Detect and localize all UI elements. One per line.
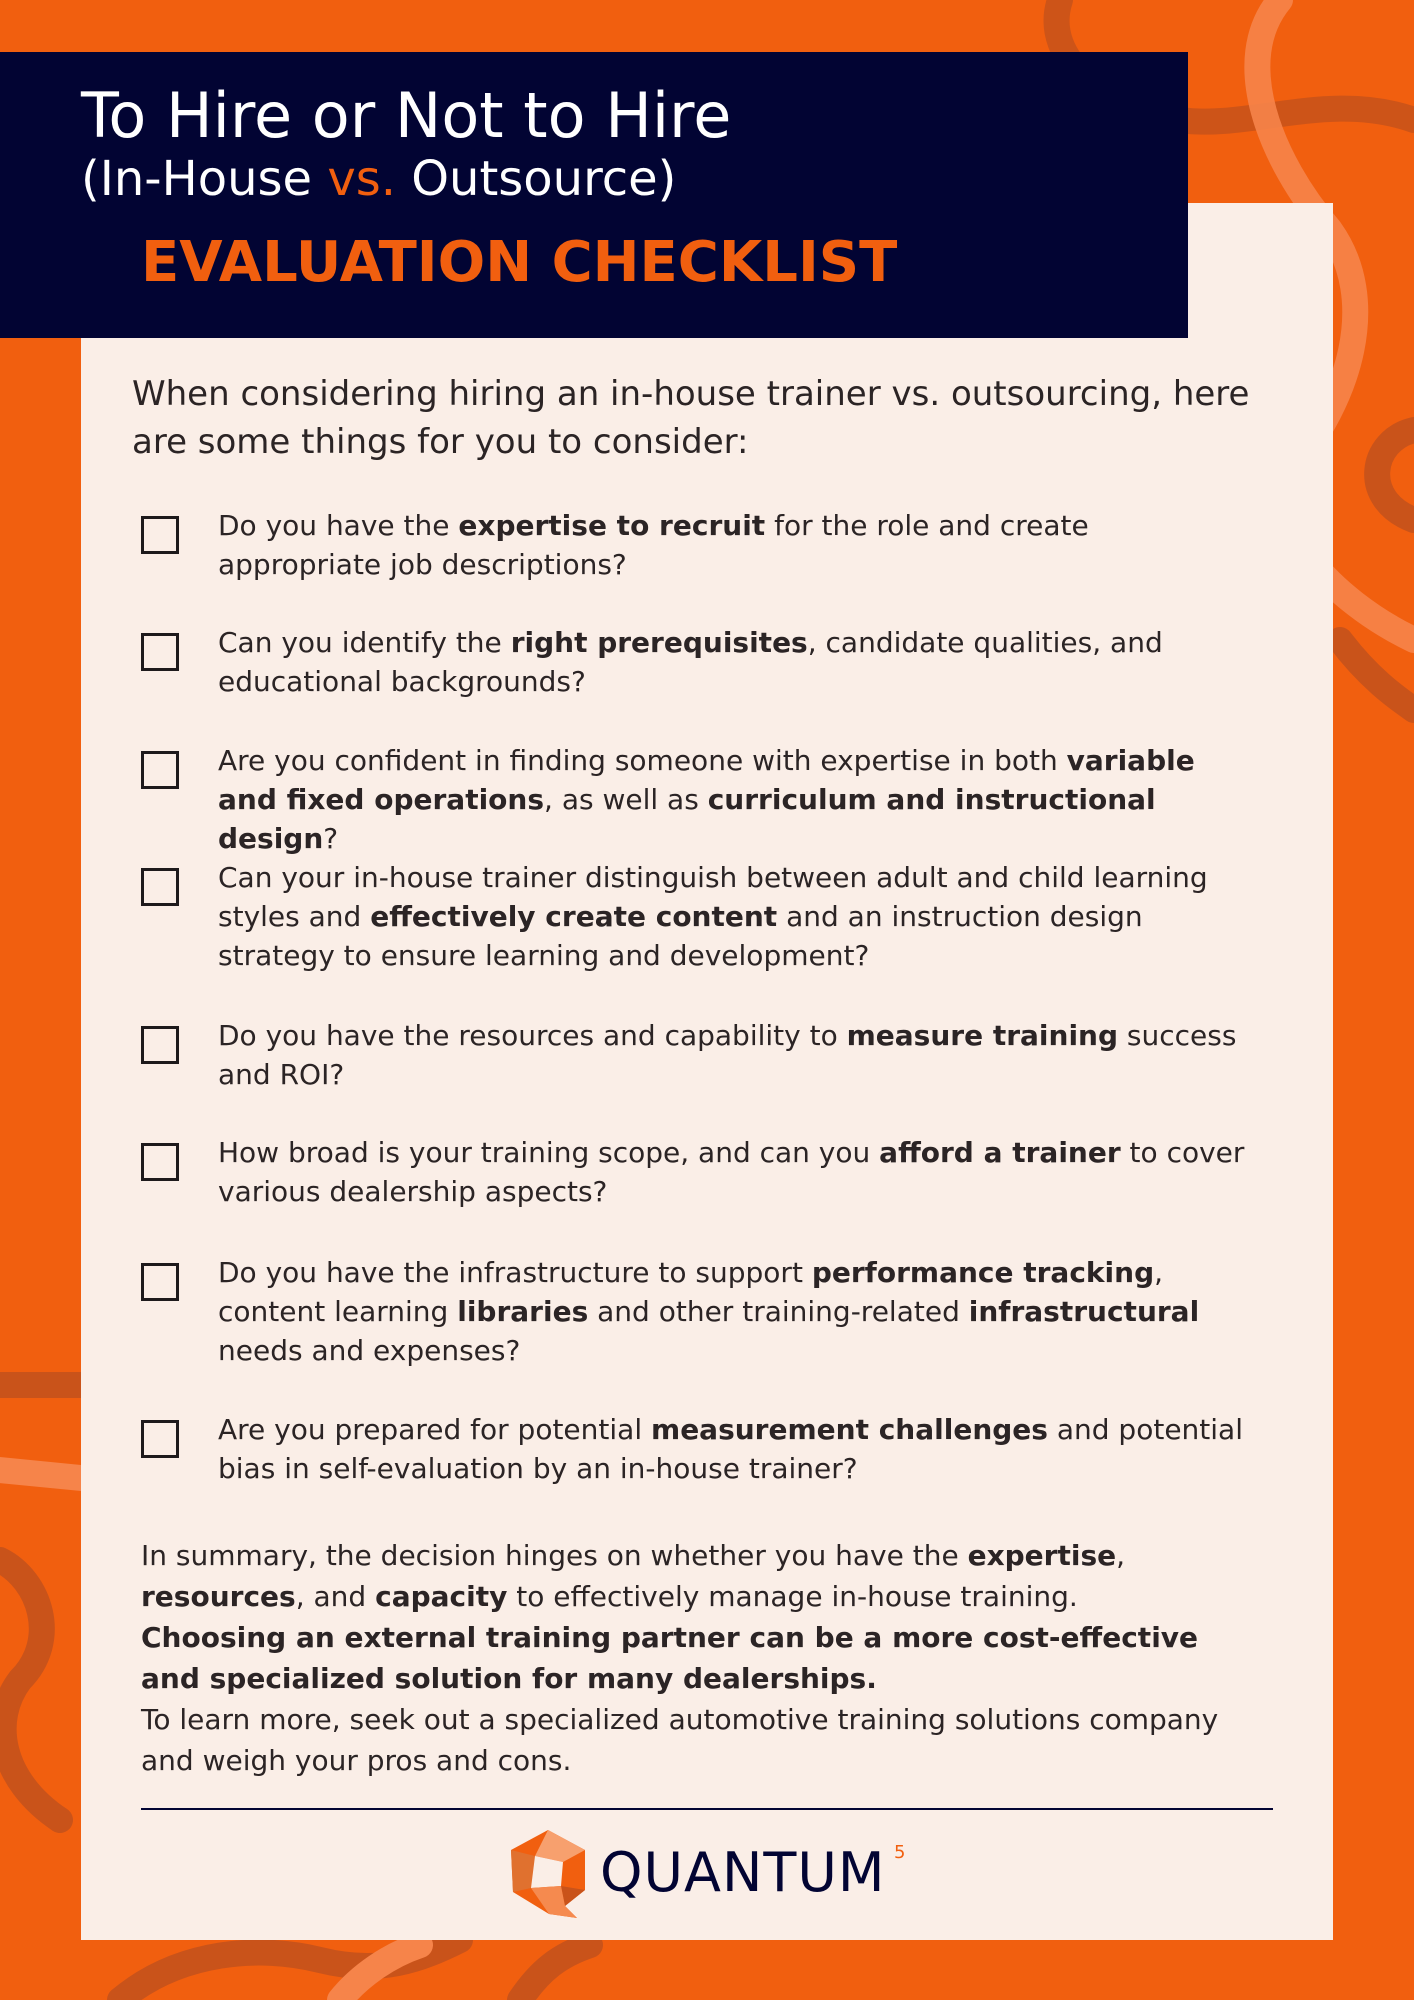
item-text-segment: to cover various dealership aspects? [218,1136,1245,1208]
emphasis-text: libraries [457,1295,589,1328]
emphasis-text: right prerequisites [510,626,808,659]
item-text-segment: Are you confident in finding someone with expertise in both [218,744,1067,777]
item-text-segment: Are you prepared for potential [218,1413,652,1446]
emphasis-text: effectively create content [370,900,778,933]
emphasis-text: measurement challenges [651,1413,1048,1446]
item-text-segment: How broad is your training scope, and can you [218,1136,880,1169]
summary-text: , and [295,1580,376,1613]
summary-emphasis: expertise [967,1539,1117,1572]
item-text-segment: ? [323,822,339,855]
checklist-item-text [218,1253,1248,1370]
summary-paragraph [141,1699,1261,1781]
item-text-segment: for the role and create appropriate job descriptions? [218,509,1089,581]
checklist-checkbox[interactable] [141,868,179,906]
item-text-segment: needs and expenses? [218,1334,521,1367]
summary-text: to effectively manage in-house training. [507,1580,1078,1613]
item-text-segment: , content learning [218,1256,1164,1328]
checklist-item-text [218,1016,1248,1094]
checklist-item-text [218,1133,1248,1211]
checklist-checkbox[interactable] [141,1420,179,1458]
summary-paragraph [141,1535,1261,1617]
checklist-checkbox[interactable] [141,1263,179,1301]
item-text-segment: , candidate qualities, and educational backgrounds? [218,626,1163,698]
summary-text: In summary, the decision hinges on whether you have the [141,1539,968,1572]
item-text-segment: success and ROI? [218,1019,1237,1091]
emphasis-text: infrastructural [968,1295,1200,1328]
checklist-item-text [218,623,1248,701]
emphasis-text: performance tracking [811,1256,1155,1289]
intro-text: When considering hiring an in-house trainer vs. outsourcing, here are some things for you to consider: [132,374,1250,462]
item-text-segment: Do you have the infrastructure to support [218,1256,812,1289]
checklist-item-text [218,1410,1248,1488]
quantum-q-icon [505,1828,591,1920]
checklist-checkbox[interactable] [141,751,179,789]
item-text-segment: and other training-related [588,1295,969,1328]
checklist-item-text [218,858,1248,975]
checklist-checkbox[interactable] [141,633,179,671]
item-text-segment: Can you identify the [218,626,511,659]
quantum-logo [505,1828,915,1920]
subtitle-start: (In-House [81,151,328,207]
subtitle-end: Outsource) [395,151,677,207]
summary-emphasis: Choosing an external training partner can be a more cost-effective and specialized solution for many dealerships. [141,1621,1199,1695]
summary-paragraph [141,1617,1261,1699]
logo-superscript: 5 [894,1842,906,1863]
logo-wordmark: QUANTUM [600,1841,886,1904]
divider [141,1808,1273,1810]
checklist-item-text [218,506,1248,584]
item-text-segment: and potential bias in self-evaluation by an in-house trainer? [218,1413,1243,1485]
item-text-segment: Do you have the [218,509,459,542]
checklist-checkbox[interactable] [141,1143,179,1181]
item-text-segment: Can your in-house trainer distinguish between adult and child learning styles and [218,861,1208,933]
emphasis-text: measure training [846,1019,1119,1052]
summary-emphasis: resources [141,1580,296,1613]
checklist-heading: EVALUATION CHECKLIST [141,230,898,295]
checklist-checkbox[interactable] [141,516,179,554]
emphasis-text: variable and fixed operations [218,744,1195,816]
item-text-segment: and an instruction design strategy to ensure learning and development? [218,900,1143,972]
item-text-segment: , as well as [544,783,708,816]
page-title: To Hire or Not to Hire [81,79,732,152]
emphasis-text: afford a trainer [879,1136,1121,1169]
emphasis-text: expertise to recruit [458,509,766,542]
summary-block [141,1535,1261,1781]
emphasis-text: curriculum and instructional design [218,783,1156,855]
summary-emphasis: capacity [375,1580,508,1613]
checklist-item-text [218,741,1248,858]
summary-text: To learn more, seek out a specialized automotive training solutions company and weigh your pros and cons. [141,1703,1219,1777]
checklist-checkbox[interactable] [141,1026,179,1064]
item-text-segment: Do you have the resources and capability to [218,1019,847,1052]
page-subtitle [81,153,676,206]
subtitle-vs: vs. [327,151,396,207]
summary-text: , [1116,1539,1126,1572]
